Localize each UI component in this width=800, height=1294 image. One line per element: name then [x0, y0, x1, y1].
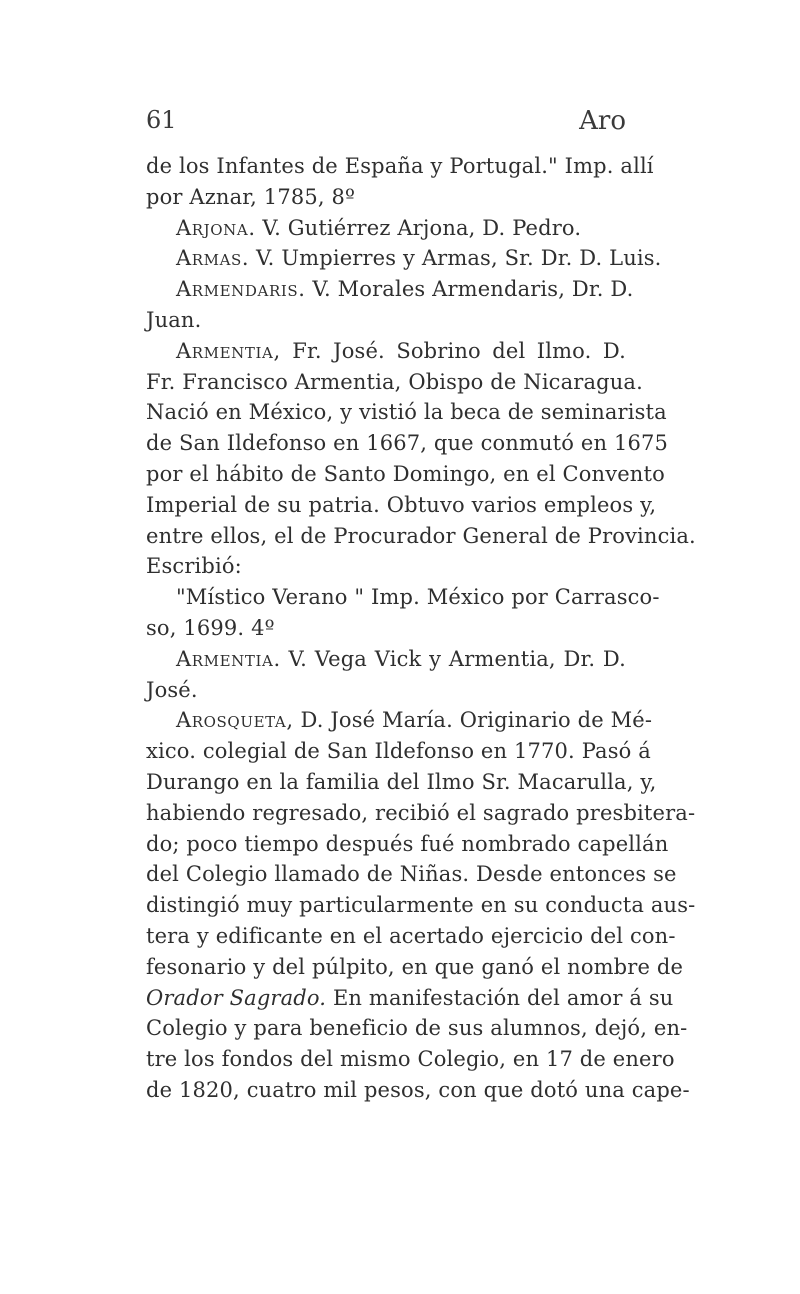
- text-line: del Colegio llamado de Niñas. Desde entonces se: [146, 862, 677, 887]
- text-line: Colegio y para beneficio de sus alumnos, dejó, en-: [146, 1016, 688, 1041]
- text-line: do; poco tiempo después fué nombrado capellán: [146, 831, 669, 856]
- body-text: [146, 151, 696, 1106]
- text-line: Durango en la familia del Ilmo Sr. Macarulla, y,: [146, 769, 657, 794]
- entry-heading: Arosqueta,: [176, 708, 294, 733]
- text-line: habiendo regresado, recibió el sagrado presbitera-: [146, 800, 696, 825]
- italic-title: Orador Sagrado.: [146, 985, 327, 1010]
- entry-heading: Arjona.: [176, 215, 256, 240]
- entry-armas: Armas. V. Umpierres y Armas, Sr. Dr. D. Luis.: [176, 246, 662, 271]
- entry-armentia-vega-vick: Armentia. V. Vega Vick y Armentia, Dr. D.: [176, 646, 626, 671]
- text-line: por Aznar, 1785, 8º: [146, 184, 356, 209]
- text-line: de 1820, cuatro mil pesos, con que dotó una cape-: [146, 1077, 690, 1102]
- text-line: Nació en México, y vistió la beca de seminarista: [146, 400, 667, 425]
- text-line: Juan.: [146, 307, 202, 332]
- text-line: Imperial de su patria. Obtuvo varios empleos y,: [146, 492, 657, 517]
- text-line: fesonario y del púlpito, en que ganó el nombre de: [146, 954, 684, 979]
- text-line: de San Ildefonso en 1667, que conmutó en 1675: [146, 431, 669, 456]
- text-line: entre ellos, el de Procurador General de Provincia.: [146, 523, 696, 548]
- entry-heading: Armentia.: [176, 646, 281, 671]
- running-head: Aro: [579, 106, 626, 136]
- text-line: xico. colegial de San Ildefonso en 1770. Pasó á: [146, 739, 651, 764]
- text-line: Orador Sagrado. En manifestación del amor á su: [146, 985, 674, 1010]
- text-line: distingió muy particularmente en su conducta aus-: [146, 893, 696, 918]
- entry-arosqueta: Arosqueta, D. José María. Originario de Mé-: [176, 708, 653, 733]
- text-line: José.: [146, 677, 198, 702]
- entry-heading: Armentia,: [176, 338, 281, 363]
- entry-heading: Armas.: [176, 246, 250, 271]
- entry-arjona: Arjona. V. Gutiérrez Arjona, D. Pedro.: [176, 215, 582, 240]
- entry-heading: Armendaris.: [176, 277, 306, 302]
- entry-armendaris: Armendaris. V. Morales Armendaris, Dr. D.: [176, 277, 634, 302]
- text-line: por el hábito de Santo Domingo, en el Convento: [146, 461, 665, 486]
- text-line: tera y edificante en el acertado ejercicio del con-: [146, 923, 676, 948]
- page-number: 61: [146, 106, 177, 134]
- page-header: [146, 106, 626, 140]
- text-line: Fr. Francisco Armentia, Obispo de Nicaragua.: [146, 369, 643, 394]
- text-line: Escribió:: [146, 554, 242, 579]
- entry-armentia-fr-jose: Armentia, Fr. José. Sobrino del Ilmo. D.: [176, 338, 626, 363]
- text-line: tre los fondos del mismo Colegio, en 17 de enero: [146, 1047, 675, 1072]
- text-line: de los Infantes de España y Portugal." Imp. allí: [146, 154, 654, 178]
- text-line: "Místico Verano " Imp. México por Carrasco-: [176, 585, 660, 610]
- text-line: so, 1699. 4º: [146, 615, 275, 640]
